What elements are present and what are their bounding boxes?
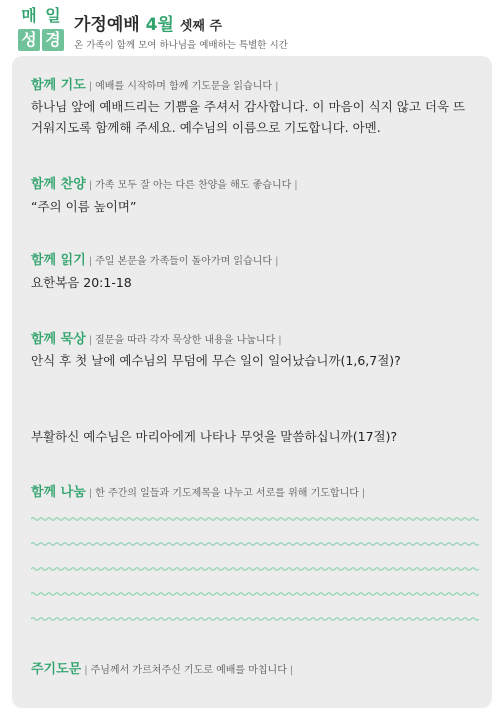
section-desc: 가족 모두 잘 아는 다른 찬양을 해도 좋습니다	[95, 180, 292, 191]
header	[0, 0, 504, 55]
reading-text: 요한복음 20:1-18	[31, 275, 132, 290]
worship-card	[12, 56, 492, 708]
title-suffix: 셋째 주	[179, 19, 223, 34]
section-desc: 예배를 시작하며 함께 기도문을 읽습니다	[95, 81, 273, 92]
section-desc: 한 주간의 일들과 기도제목을 나누고 서로를 위해 기도합니다	[95, 488, 359, 499]
meditation-question-2: 부활하신 예수님은 마리아에게 나타나 무엇을 말씀하십니까(17절)?	[31, 429, 398, 444]
section-name: 함께 찬양	[31, 177, 86, 192]
prayer-text: 하나님 앞에 예배드리는 기쁨을 주셔서 감사합니다. 이 마음이 식지 않고 더욱 뜨거워지도록 함께해 주세요. 예수님의 이름으로 기도합니다. 아멘.	[31, 99, 466, 135]
logo-char: 일	[45, 6, 61, 25]
logo-char: 매	[21, 6, 37, 25]
section-heading-lords-prayer: 주기도문 | 주님께서 가르쳐주신 기도로 예배를 마칩니다 |	[31, 662, 294, 677]
writing-line	[31, 566, 479, 572]
section-name: 함께 기도	[31, 78, 86, 93]
section-heading-meditation: 함께 묵상 | 질문을 따라 각자 묵상한 내용을 나눕니다 |	[31, 332, 282, 347]
logo	[18, 5, 64, 51]
section-heading-sharing: 함께 나눔 | 한 주간의 일들과 기도제목을 나누고 서로를 위해 기도합니다 |	[31, 485, 366, 500]
section-heading-praise: 함께 찬양 | 가족 모두 잘 아는 다른 찬양을 해도 좋습니다 |	[31, 177, 298, 192]
praise-text: “주의 이름 높이며”	[31, 199, 137, 214]
writing-line	[31, 541, 479, 547]
meditation-question-1: 안식 후 첫 날에 예수님의 무덤에 무슨 일이 일어났습니까(1,6,7절)?	[31, 353, 401, 368]
section-name: 함께 묵상	[31, 332, 86, 347]
logo-char: 성	[18, 29, 40, 51]
page-title	[74, 10, 222, 35]
section-desc: 주일 본문을 가족들이 돌아가며 읽습니다	[95, 256, 273, 267]
section-name: 함께 읽기	[31, 253, 86, 268]
section-name: 함께 나눔	[31, 485, 86, 500]
section-heading-reading: 함께 읽기 | 주일 본문을 가족들이 돌아가며 읽습니다 |	[31, 253, 279, 268]
writing-line	[31, 591, 479, 597]
section-desc: 질문을 따라 각자 묵상한 내용을 나눕니다	[95, 335, 276, 346]
writing-line	[31, 616, 479, 622]
writing-line	[31, 516, 479, 522]
section-desc: 주님께서 가르쳐주신 기도로 예배를 마칩니다	[90, 665, 287, 676]
title-prefix: 가정예배	[74, 15, 140, 35]
title-month: 4월	[145, 15, 174, 35]
section-name: 주기도문	[31, 662, 82, 677]
logo-char: 경	[42, 29, 64, 51]
section-heading-prayer: 함께 기도 | 예배를 시작하며 함께 기도문을 읽습니다 |	[31, 78, 279, 93]
page-subtitle: 온 가족이 함께 모여 하나님을 예배하는 특별한 시간	[74, 40, 288, 51]
